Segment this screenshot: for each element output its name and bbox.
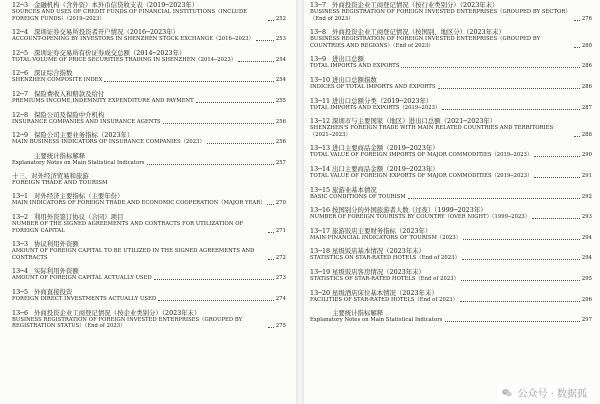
entry-number: 13─6 bbox=[12, 308, 29, 317]
page-number: 254 bbox=[275, 77, 286, 84]
toc-entry[interactable] bbox=[12, 152, 286, 167]
entry-english-title: INSURANCE COMPANIES AND INSURANCE AGENTS bbox=[12, 118, 161, 125]
entry-english-line bbox=[12, 221, 286, 234]
dot-leader bbox=[574, 47, 580, 48]
entry-chinese-text: 外商直接投资 bbox=[34, 287, 73, 296]
left-page bbox=[0, 0, 296, 404]
dot-leader bbox=[268, 232, 274, 233]
entry-english-line bbox=[12, 275, 286, 282]
entry-number: 13─2 bbox=[12, 212, 29, 221]
entry-chinese-title bbox=[310, 289, 592, 297]
entry-chinese-text: 深圳市与主要国家（地区）进出口总额（2021─2023年） bbox=[332, 117, 497, 126]
entry-number: 13─9 bbox=[310, 55, 327, 64]
entry-english-line bbox=[12, 248, 286, 261]
entry-english-line bbox=[310, 125, 592, 138]
page-number: 294 bbox=[581, 255, 592, 262]
entry-english-line bbox=[12, 296, 286, 303]
page-number: 257 bbox=[275, 159, 286, 166]
toc-entry[interactable] bbox=[310, 97, 592, 112]
entry-english-title: MAIN BUSINESS INDICATORS OF INSURANCE COMPANIES（2023） bbox=[12, 139, 205, 146]
entry-number: 13─8 bbox=[310, 28, 327, 37]
entry-english-title: Explanatory Notes on Main Statistical Indicators bbox=[310, 317, 443, 324]
entry-english-title: INDICES OF TOTAL IMPORTS AND EXPORTS bbox=[310, 83, 436, 90]
entry-chinese-text: 对外经济主要指标（主要年份） bbox=[34, 192, 124, 201]
entry-chinese-title bbox=[12, 213, 286, 221]
dot-leader bbox=[238, 61, 274, 62]
page-number: 292 bbox=[581, 193, 592, 200]
toc-entry[interactable] bbox=[310, 289, 592, 304]
entry-chinese-text: 旅游饭店主要财务指标（2023年） bbox=[332, 226, 432, 235]
page-number: 288 bbox=[581, 131, 592, 138]
entry-english-line bbox=[310, 36, 592, 49]
entry-chinese-text: 外商投资企业工商登记情况（按行业类别分）（2023年末） bbox=[332, 1, 499, 9]
dot-leader bbox=[256, 40, 274, 41]
entry-chinese-title bbox=[310, 28, 592, 36]
toc-entry[interactable] bbox=[12, 69, 286, 84]
toc-entry[interactable] bbox=[310, 227, 592, 242]
entry-english-title: STATISTICS ON STAR-RATED HOTELS（End of 2023） bbox=[310, 255, 460, 262]
entry-chinese-title bbox=[310, 165, 592, 173]
entry-english-title: STATISTICS OF STAR-RATED HOTELS（End of 2023） bbox=[310, 275, 459, 282]
entry-chinese-title bbox=[12, 309, 286, 317]
entry-chinese-text: 进出口总额 bbox=[332, 55, 364, 64]
entry-chinese-text: 深圳证券交易所投资者开户情况（2016─2023年） bbox=[34, 28, 180, 37]
dot-leader bbox=[267, 204, 273, 205]
entry-english-title: BUSINESS REGISTRATION OF FOREIGN INVESTED ENTERPRISES（GROUPED BY SECTOR）（End of 2023） bbox=[310, 9, 571, 22]
dot-leader bbox=[534, 156, 580, 157]
entry-english-title: TOTAL VOLUME OF PRICE SECURITIES TRADING IN SHENZHEN（2014─2023） bbox=[12, 56, 237, 63]
entry-chinese-text: 星级饭店客房情况（2023年末） bbox=[332, 267, 425, 276]
entry-number: 13─17 bbox=[310, 226, 331, 235]
toc-entry[interactable] bbox=[310, 206, 592, 221]
entry-chinese-title bbox=[12, 111, 286, 119]
page-number: 280 bbox=[581, 42, 592, 49]
entry-number: 13─13 bbox=[310, 144, 331, 153]
page-number: 274 bbox=[275, 295, 286, 302]
entry-english-line bbox=[12, 9, 286, 22]
entry-chinese-text: 协议利用外资额 bbox=[34, 240, 79, 249]
entry-chinese-title bbox=[12, 1, 286, 9]
toc-entry[interactable] bbox=[12, 267, 286, 282]
dot-leader bbox=[268, 20, 274, 21]
entry-english-title: FACILITIES OF STAR-RATED HOTELS（End of 2023） bbox=[310, 296, 458, 303]
toc-entry[interactable] bbox=[12, 131, 286, 146]
entry-english-title: TOTAL IMPORTS AND EXPORTS bbox=[310, 63, 400, 70]
toc-entry[interactable] bbox=[12, 90, 286, 105]
entry-chinese-title bbox=[12, 49, 286, 57]
entry-chinese-title bbox=[310, 55, 592, 63]
toc-entry[interactable] bbox=[310, 117, 592, 138]
entry-english-title: SHENZHEN COMPOSITE INDEX bbox=[12, 77, 103, 84]
entry-number: 13─7 bbox=[310, 1, 327, 9]
entry-number: 13─16 bbox=[310, 206, 331, 215]
entry-english-line bbox=[310, 63, 592, 70]
entry-english-line bbox=[310, 9, 592, 22]
entry-english-line bbox=[12, 57, 286, 64]
entry-english-line bbox=[310, 317, 592, 324]
entry-number: 12─5 bbox=[12, 48, 29, 57]
toc-entry[interactable] bbox=[12, 288, 286, 303]
dot-leader bbox=[207, 143, 274, 144]
entry-english-title: PREMIUMS INCOME,INDEMNITY EXPENDITURE AND PAYMENT bbox=[12, 97, 194, 104]
toc-entry[interactable] bbox=[12, 111, 286, 126]
page-number: 256 bbox=[275, 118, 286, 125]
toc-entry[interactable] bbox=[12, 213, 286, 234]
entry-english-title: NUMBER OF FOREIGN TOURISTS BY COUNTRY（OVER NIGHT）（1999─2023） bbox=[310, 214, 531, 221]
toc-entry[interactable] bbox=[12, 192, 286, 207]
entry-number: 13─14 bbox=[310, 164, 331, 173]
toc-entry[interactable] bbox=[310, 186, 592, 201]
entry-chinese-text: 金融机构（含外资）本外币信贷收支表（2019─2023年） bbox=[34, 1, 199, 9]
entry-english-title: BUSINESS REGISTRATION OF FOREIGN INVESTED ENTERPRISES（GROUPED BY COUNTRIES AND REGIONS）（End of 2023） bbox=[310, 36, 541, 49]
entry-chinese-text: 保险公司及保险中介机构 bbox=[34, 110, 105, 119]
left-toc bbox=[0, 0, 296, 330]
entry-chinese-text: 出口主要商品金额（2019─2023年） bbox=[332, 164, 439, 173]
entry-number: 13─11 bbox=[310, 96, 331, 105]
page-number: 270 bbox=[275, 200, 286, 207]
dot-leader bbox=[438, 88, 580, 89]
dot-leader bbox=[401, 67, 579, 68]
toc-entry[interactable] bbox=[310, 76, 592, 91]
toc-entry[interactable] bbox=[12, 49, 286, 64]
entry-english-title: SOURCES AND USES OF CREDIT FUNDS OF FINANCIAL INSTITUTIONS（INCLUDE FOREIGN FUNDS）（2019─2023） bbox=[12, 9, 248, 22]
entry-english-line bbox=[310, 84, 592, 91]
right-page bbox=[304, 0, 600, 404]
dot-leader bbox=[158, 300, 274, 301]
entry-english-title: NUMBER OF THE SIGNED AGREEMENTS AND CONTRACTS FOR UTILIZATION OF FOREIGN CAPITAL bbox=[12, 220, 244, 234]
entry-english-title: AMOUNT OF FOREIGN CAPITAL ACTUALLY USED bbox=[12, 275, 152, 282]
entry-chinese-text: 旅游业基本情况 bbox=[332, 185, 377, 194]
entry-chinese-title bbox=[310, 117, 592, 125]
entry-number: 13─5 bbox=[12, 287, 29, 296]
entry-number: 12─6 bbox=[12, 69, 29, 78]
page-number: 252 bbox=[275, 15, 286, 22]
entry-english-title: Explanatory Notes on Main Statistical Indicators bbox=[12, 159, 145, 166]
toc-entry[interactable] bbox=[310, 144, 592, 159]
page-number: 286 bbox=[581, 83, 592, 90]
right-toc bbox=[304, 0, 600, 324]
entry-english-line bbox=[12, 119, 286, 126]
entry-english-line bbox=[310, 255, 592, 262]
entry-number: 12─9 bbox=[12, 131, 29, 140]
dot-leader bbox=[268, 259, 274, 260]
entry-chinese-title bbox=[310, 309, 592, 317]
page-number: 294 bbox=[581, 234, 592, 241]
entry-number: 12─4 bbox=[12, 28, 29, 37]
entry-english-line bbox=[310, 105, 592, 112]
page-number: 287 bbox=[581, 104, 592, 111]
entry-english-title: BASIC CONDITIONS OF TOURISM bbox=[310, 193, 406, 200]
entry-chinese-text: 按国别分的外国旅游者人数（过夜）（1999─2023年） bbox=[332, 206, 487, 215]
toc-entry[interactable] bbox=[310, 28, 592, 49]
entry-number: 13─20 bbox=[310, 288, 331, 297]
entry-chinese-text: 外商投资企业工商登记情况（按国别、地区分）（2023年末） bbox=[332, 28, 505, 37]
toc-entry[interactable] bbox=[12, 240, 286, 261]
page-number: 256 bbox=[275, 139, 286, 146]
entry-english-title: MAIN FINANCIAL INDICATORS OF TOURISM（2023） bbox=[310, 234, 462, 241]
page-number: 291 bbox=[581, 172, 592, 179]
book-gutter bbox=[296, 0, 304, 404]
dot-leader bbox=[460, 301, 580, 302]
entry-chinese-text: 进出口总额指数 bbox=[332, 75, 377, 84]
dot-leader bbox=[268, 327, 274, 328]
dot-leader bbox=[408, 198, 580, 199]
dot-leader bbox=[196, 102, 274, 103]
dot-leader bbox=[462, 259, 580, 260]
toc-entry[interactable] bbox=[310, 268, 592, 283]
entry-chinese-text: 进出口总额分类（2019─2023年） bbox=[332, 96, 433, 105]
entry-number: 13─12 bbox=[310, 117, 331, 126]
entry-number: 12─7 bbox=[12, 89, 29, 98]
dot-leader bbox=[463, 239, 580, 240]
entry-chinese-text: 星级酒店床位基本情况（2023年末） bbox=[332, 288, 438, 297]
entry-number: 13─18 bbox=[310, 247, 331, 256]
entry-chinese-text: 利用外资签订协议（合同）项目 bbox=[34, 212, 124, 221]
entry-english-title: TOTAL VALUE OF FOREIGN EXPORTS OF MAJOR COMMODITIES（2019─2023） bbox=[310, 172, 533, 179]
entry-chinese-title bbox=[12, 267, 286, 275]
entry-chinese-text: 主要统计指标解释 bbox=[332, 309, 384, 318]
entry-english-line bbox=[12, 317, 286, 330]
entry-chinese-title bbox=[310, 1, 592, 9]
page-number: 275 bbox=[275, 323, 286, 330]
entry-chinese-title bbox=[310, 268, 592, 276]
page-number: 253 bbox=[275, 36, 286, 43]
entry-number: 13─10 bbox=[310, 75, 331, 84]
entry-chinese-text: 深证综合指数 bbox=[34, 69, 73, 78]
entry-chinese-title bbox=[12, 240, 286, 248]
entry-chinese-text: 保险费收入和赔款及给付 bbox=[34, 89, 105, 98]
entry-chinese-title bbox=[310, 97, 592, 105]
entry-number: 13─19 bbox=[310, 267, 331, 276]
page-number: 286 bbox=[581, 63, 592, 70]
page-number: 272 bbox=[275, 254, 286, 261]
entry-number: 12─8 bbox=[12, 110, 29, 119]
page-number: 254 bbox=[275, 56, 286, 63]
toc-entry[interactable] bbox=[310, 1, 592, 22]
entry-english-line bbox=[12, 160, 286, 167]
entry-english-title: BUSINESS REGISTRATION OF FOREIGN INVESTED ENTERPRISES（GROUPED BY REGISTRATION STATUS）（End of 2023） bbox=[12, 316, 243, 330]
entry-english-line bbox=[310, 214, 592, 221]
entry-english-line bbox=[12, 139, 286, 146]
entry-chinese-title bbox=[12, 152, 286, 160]
entry-chinese-title bbox=[310, 76, 592, 84]
entry-english-title: TOTAL VALUE OF FOREIGN IMPORTS OF MAJOR COMMODITIES（2019─2023） bbox=[310, 152, 533, 159]
entry-english-title: AMOUNT OF FOREIGN CAPITAL TO BE UTILIZED IN THE SIGNED AGREEMENTS AND CONTRACTS bbox=[12, 248, 255, 261]
entry-chinese-title bbox=[12, 28, 286, 36]
entry-english-title: TOTAL IMPORTS AND EXPORTS（2019─2023） bbox=[310, 104, 441, 111]
entry-number: 13─4 bbox=[12, 267, 29, 276]
entry-chinese-text: 外商投资企业工商登记情况（按企业类别分）（2023年末） bbox=[34, 308, 201, 317]
entry-chinese-title bbox=[12, 288, 286, 296]
section-heading-chinese: 十三、对外经济贸易和旅游 bbox=[12, 172, 89, 181]
entry-english-line bbox=[310, 152, 592, 159]
entry-chinese-title bbox=[310, 227, 592, 235]
entry-english-line bbox=[310, 276, 592, 283]
watermark-text: 公众号 · 数据孤 bbox=[517, 389, 587, 400]
entry-english-line bbox=[310, 235, 592, 242]
entry-number: 13─15 bbox=[310, 185, 331, 194]
toc-entry[interactable] bbox=[12, 1, 286, 22]
toc-entry[interactable] bbox=[310, 55, 592, 70]
entry-english-title: MAIN INDICATORS OF FOREIGN TRADE AND ECONOMIC COOPERATION（MAJOR YEAR） bbox=[12, 200, 266, 207]
toc-entry[interactable] bbox=[310, 247, 592, 262]
dot-leader bbox=[461, 280, 580, 281]
page-number: 295 bbox=[581, 275, 592, 282]
watermark bbox=[498, 384, 590, 401]
page-number: 276 bbox=[581, 15, 592, 22]
toc-entry[interactable] bbox=[310, 165, 592, 180]
page-number: 296 bbox=[581, 296, 592, 303]
entry-chinese-text: 深圳证券交易所有价证券成交总额（2014─2023年） bbox=[34, 48, 186, 57]
dot-leader bbox=[532, 218, 580, 219]
dot-leader bbox=[147, 164, 274, 165]
entry-number: 12─3 bbox=[12, 1, 29, 9]
entry-chinese-text: 保险公司主要业务指标（2023年） bbox=[34, 131, 134, 140]
entry-number: 13─3 bbox=[12, 240, 29, 249]
entry-english-title: FOREIGN DIRECT INVESTMENTS ACTUALLY USED bbox=[12, 295, 157, 302]
dot-leader bbox=[574, 136, 580, 137]
page-number: 273 bbox=[275, 275, 286, 282]
entry-chinese-text: 星级饭店基本情况（2023年末） bbox=[332, 247, 425, 256]
dot-leader bbox=[534, 177, 579, 178]
entry-chinese-text: 进口主要商品金额（2019─2023年） bbox=[332, 144, 439, 153]
toc-entry[interactable] bbox=[310, 309, 592, 324]
entry-english-line bbox=[12, 77, 286, 84]
entry-chinese-title bbox=[310, 186, 592, 194]
entry-english-line bbox=[310, 173, 592, 180]
toc-entry[interactable] bbox=[12, 309, 286, 330]
entry-chinese-text: 实际利用外资额 bbox=[34, 267, 79, 276]
entry-english-line bbox=[12, 200, 286, 207]
entry-chinese-title bbox=[12, 69, 286, 77]
page-number: 255 bbox=[275, 97, 286, 104]
entry-chinese-title bbox=[12, 131, 286, 139]
page-number: 297 bbox=[581, 317, 592, 324]
section-heading-english: FOREIGN TRADE AND TOURISM bbox=[12, 180, 108, 187]
page-number: 293 bbox=[581, 214, 592, 221]
entry-english-title: SHENZHEN'S FOREIGN TRADE WITH MAIN RELATED COUNTRIES AND TERRITORIES（2021─2023） bbox=[310, 125, 554, 138]
entry-english-line bbox=[12, 98, 286, 105]
entry-number: 13─1 bbox=[12, 192, 29, 201]
entry-english-line bbox=[12, 36, 286, 43]
dot-leader bbox=[574, 20, 580, 21]
toc-entry[interactable] bbox=[12, 28, 286, 43]
dot-leader bbox=[154, 279, 274, 280]
entry-english-title: ACCOUNT-OPENING BY INVESTORS IN SHENZHEN STOCK EXCHANGE（2016─2023） bbox=[12, 36, 254, 43]
dot-leader bbox=[445, 321, 580, 322]
dot-leader bbox=[442, 109, 580, 110]
entry-chinese-text: 主要统计指标解释 bbox=[34, 151, 86, 160]
entry-chinese-title bbox=[12, 90, 286, 98]
entry-english-line bbox=[310, 194, 592, 201]
page-number: 290 bbox=[581, 152, 592, 159]
dot-leader bbox=[104, 81, 273, 82]
entry-chinese-title bbox=[310, 206, 592, 214]
entry-english-line bbox=[310, 297, 592, 304]
wechat-logo-icon bbox=[501, 387, 513, 399]
dot-leader bbox=[163, 123, 274, 124]
page-number: 271 bbox=[275, 227, 286, 234]
